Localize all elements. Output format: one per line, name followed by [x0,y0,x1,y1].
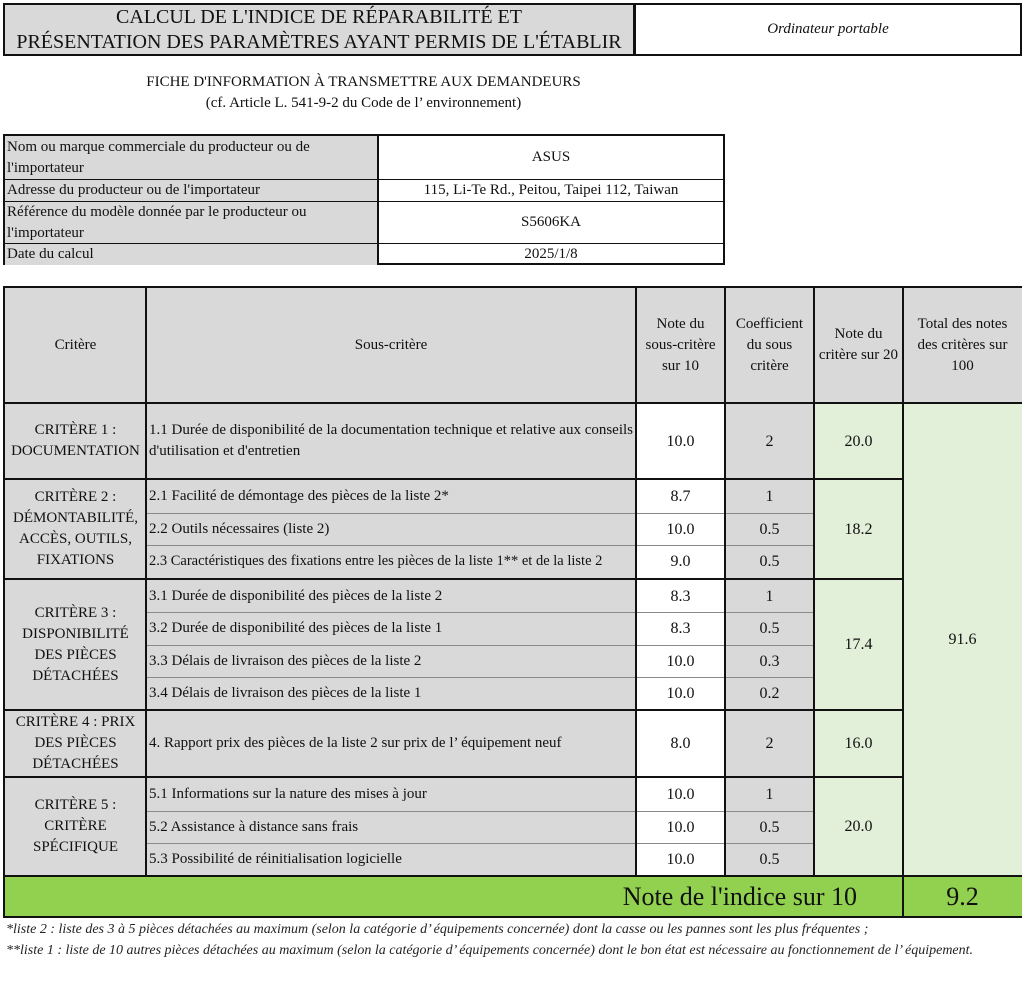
column-divider [635,288,637,877]
criterion-1-score: 20.0 [814,404,903,478]
header-total: Total des notes des critères sur 100 [903,288,1022,402]
info-row-date [5,244,723,265]
header-sous-critere: Sous-critère [146,288,636,402]
address-label: Adresse du producteur ou de l'importateur [5,180,379,201]
model-label: Référence du modèle donnée par le producteur ou l'importateur [5,202,379,243]
subcriterion-3-1-coef: 1 [725,580,814,612]
subcriterion-3-4-label: 3.4 Délais de livraison des pièces de la liste 1 [146,677,636,709]
row-divider [146,545,814,546]
group-divider [5,578,903,580]
criterion-4-name: CRITÈRE 4 : PRIX DES PIÈCES DÉTACHÉES [5,711,146,776]
product-type: Ordinateur portable [634,3,1022,56]
producer-value: ASUS [531,149,571,165]
subcriterion-5-2-note: 10.0 [636,811,725,843]
header-coefficient: Coefficient du sous critère [725,288,814,402]
info-table [3,134,725,265]
subcriterion-5-1-coef: 1 [725,778,814,811]
criterion-1-name: CRITÈRE 1 : DOCUMENTATION [5,404,146,478]
criterion-3-score: 17.4 [814,580,903,709]
group-divider [5,709,903,711]
info-row-address [5,180,723,202]
footnote-liste-2: *liste 2 : liste des 3 à 5 pièces détachées au maximum (selon la catégorie d’ équipements concernée) dont la casse ou les pannes sont les plus fréquentes ; [6,922,869,937]
subcriterion-2-3-coef: 0.5 [725,545,814,578]
row-divider [146,677,814,678]
row-divider [146,612,814,613]
column-divider [813,288,815,877]
subcriterion-2-3-note: 9.0 [636,545,725,578]
subcriterion-2-1-note: 8.7 [636,480,725,513]
criterion-2-name: CRITÈRE 2 : DÉMONTABILITÉ, ACCÈS, OUTILS, FIXATIONS [5,480,146,578]
title-line-1: CALCUL DE L'INDICE DE RÉPARABILITÉ ET [116,5,522,28]
subcriterion-3-2-note: 8.3 [636,612,725,645]
total-score: 91.6 [903,404,1022,875]
subcriterion-4-coef: 2 [725,711,814,776]
date-value: 2025/1/8 [524,246,578,262]
criterion-5-name: CRITÈRE 5 : CRITÈRE SPÉCIFIQUE [5,778,146,875]
subcriterion-1-1-coef: 2 [725,404,814,478]
column-divider [724,288,726,877]
subcriterion-5-3-note: 10.0 [636,843,725,875]
group-divider [5,776,903,778]
subcriterion-5-1-note: 10.0 [636,778,725,811]
subcriterion-2-1-coef: 1 [725,480,814,513]
group-divider [5,478,903,480]
criterion-5-score: 20.0 [814,778,903,875]
column-divider [902,288,904,916]
subcriterion-4-note: 8.0 [636,711,725,776]
subcriterion-5-2-coef: 0.5 [725,811,814,843]
final-index-label: Note de l'indice sur 10 [5,877,903,916]
row-divider [146,513,814,514]
final-index-value: 9.2 [903,877,1022,916]
date-label: Date du calcul [5,244,379,265]
subcriterion-2-1-label: 2.1 Facilité de démontage des pièces de la liste 2* [146,480,636,513]
header-critere: Critère [5,288,146,402]
subcriterion-5-2-label: 5.2 Assistance à distance sans frais [146,811,636,843]
subcriterion-4-label: 4. Rapport prix des pièces de la liste 2 sur prix de l’ équipement neuf [146,711,636,776]
subtitle-line-1: FICHE D'INFORMATION À TRANSMETTRE AUX DEMANDEURS [146,73,581,90]
model-value: S5606KA [520,214,581,230]
group-divider [5,875,1022,877]
subcriterion-3-1-label: 3.1 Durée de disponibilité des pièces de la liste 2 [146,580,636,612]
title-line-2: PRÉSENTATION DES PARAMÈTRES AYANT PERMIS DE L'ÉTABLIR [16,30,622,53]
subcriterion-3-4-note: 10.0 [636,677,725,709]
subcriterion-3-2-label: 3.2 Durée de disponibilité des pièces de la liste 1 [146,612,636,645]
column-divider [145,288,147,877]
header-note-sous-critere: Note du sous-critère sur 10 [636,288,725,402]
info-row-producer [5,136,723,180]
info-row-model [5,202,723,244]
subcriterion-5-3-label: 5.3 Possibilité de réinitialisation logicielle [146,843,636,875]
subcriterion-3-4-coef: 0.2 [725,677,814,709]
subcriterion-2-2-coef: 0.5 [725,513,814,545]
subcriterion-3-3-note: 10.0 [636,645,725,677]
subcriterion-3-2-coef: 0.5 [725,612,814,645]
subcriterion-5-1-label: 5.1 Informations sur la nature des mises à jour [146,778,636,811]
criterion-2-score: 18.2 [814,480,903,578]
subtitle-line-2: (cf. Article L. 541-9-2 du Code de l’ environnement) [205,94,522,111]
footnote-liste-1: **liste 1 : liste de 10 autres pièces détachées au maximum (selon la catégorie d’ équipements concernée) dont le bon état est nécessaire au fonctionnement de l’ équipement. [6,943,974,958]
repairability-table [3,286,1022,918]
subcriterion-3-1-note: 8.3 [636,580,725,612]
subcriterion-2-3-label: 2.3 Caractéristiques des fixations entre les pièces de la liste 1** et de la liste 2 [146,545,636,578]
criterion-3-name: CRITÈRE 3 : DISPONIBILITÉ DES PIÈCES DÉTACHÉES [5,580,146,709]
criterion-4-score: 16.0 [814,711,903,776]
address-value: 115, Li-Te Rd., Peitou, Taipei 112, Taiwan [423,182,679,198]
producer-label: Nom ou marque commerciale du producteur ou de l'importateur [5,136,379,179]
row-divider [146,645,814,646]
header-note-critere: Note du critère sur 20 [814,288,903,402]
subcriterion-3-3-label: 3.3 Délais de livraison des pièces de la liste 2 [146,645,636,677]
document-title [3,3,635,56]
subcriterion-1-1-label: 1.1 Durée de disponibilité de la documentation technique et relative aux conseils d'utilisation et d'entretien [146,404,636,478]
group-divider [5,402,1022,404]
subcriterion-2-2-note: 10.0 [636,513,725,545]
row-divider [146,811,814,812]
subcriterion-1-1-note: 10.0 [636,404,725,478]
subcriterion-3-3-coef: 0.3 [725,645,814,677]
row-divider [146,843,814,844]
subcriterion-2-2-label: 2.2 Outils nécessaires (liste 2) [146,513,636,545]
subcriterion-5-3-coef: 0.5 [725,843,814,875]
